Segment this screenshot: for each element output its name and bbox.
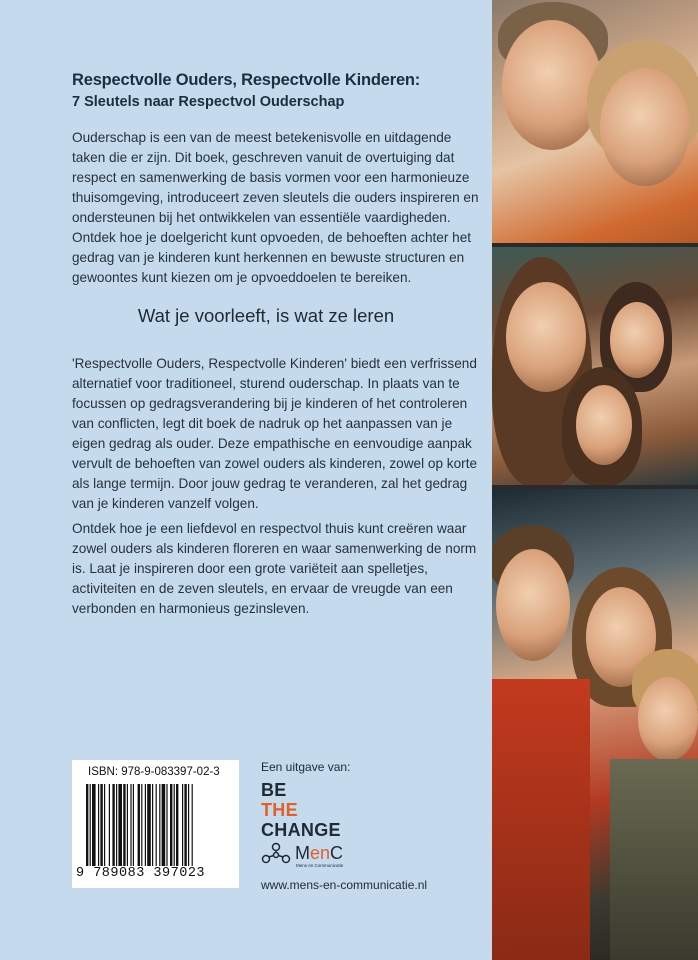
blurb-paragraph-1: Ouderschap is een van de meest betekenisvolle en uitdagende taken die er zijn. Dit boek, geschreven vanuit de overtuiging dat respect en samenwerking de basis vormen voor een harmonieuze thuisomgeving, introduceert zeven sleutels die ouders inspireren en ondersteunen bij het ontwikkelen van essentiële vaardigheden. Ontdek hoe je doelgericht kunt opvoeden, de behoeften achter het gedrag van je kinderen kunt herkennen en bewuste structuren en gewoontes kunt kiezen om je opvoeddoelen te bereiken.	[72, 130, 479, 285]
photo-family-market	[492, 489, 698, 960]
book-title: Respectvolle Ouders, Respectvolle Kinderen:	[72, 71, 421, 89]
barcode-digits: 9 789083 397023	[76, 866, 206, 881]
network-icon	[261, 842, 291, 864]
publisher-url: www.mens-en-communicatie.nl	[261, 878, 428, 892]
menc-logo	[261, 842, 343, 864]
logo-line-change: CHANGE	[261, 820, 341, 840]
menc-tagline: Mens en Communicatie	[296, 863, 344, 868]
blurb-paragraph-2: 'Respectvolle Ouders, Respectvolle Kinderen' biedt een verfrissend alternatief voor traditioneel, sturend ouderschap. In plaats van te focussen op gedragsverandering bij je kinderen of het controleren van conflicten, legt dit boek de nadruk op het aanpassen van je eigen gedrag als ouder. Deze empathische en eenvoudige aanpak vervult de behoeften van zowel ouders als kinderen, zowel op korte als lange termijn. Door jouw gedrag te veranderen, zal het gedrag van je kinderen vanzelf volgen.	[72, 356, 478, 511]
family-photo-strip	[492, 0, 698, 960]
logo-line-be: BE	[261, 780, 287, 800]
isbn-label: ISBN: 978-9-083397-02-3	[88, 766, 220, 778]
photo-mother-children	[492, 247, 698, 485]
tagline-quote: Wat je voorleeft, is wat ze leren	[137, 305, 395, 326]
book-subtitle: 7 Sleutels naar Respectvol Ouderschap	[72, 94, 345, 110]
logo-line-the: THE	[261, 800, 298, 820]
menc-wordmark: MenC	[295, 842, 344, 863]
publisher-label: Een uitgave van:	[261, 760, 351, 774]
barcode-icon	[86, 784, 228, 866]
blurb-paragraph-3: Ontdek hoe je een liefdevol en respectvol thuis kunt creëren waar zowel ouders als kinderen floreren en waar samenwerking de norm is. Laat je inspireren door een grote variëteit aan spelletjes, activiteiten en de zeven sleutels, en ervaar de vreugde van een verbonden en harmonieus gezinsleven.	[72, 521, 477, 616]
barcode-box	[72, 760, 239, 888]
be-the-change-logo	[261, 780, 341, 840]
photo-father-daughter	[492, 0, 698, 243]
